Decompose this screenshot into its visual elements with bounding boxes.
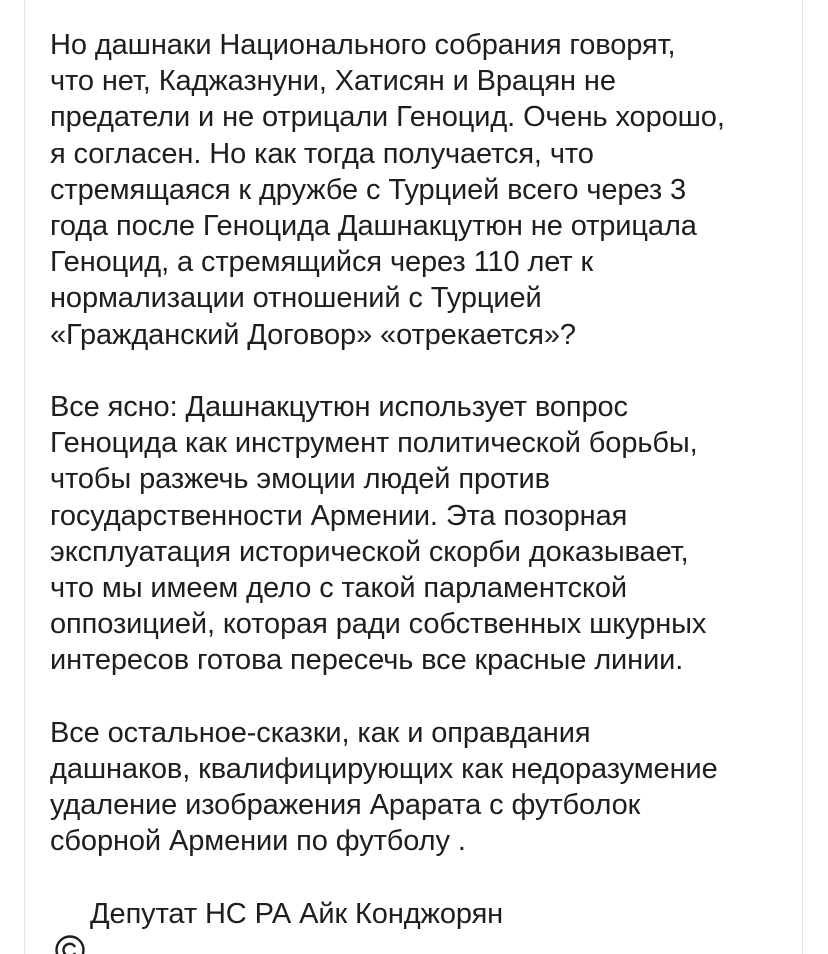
post-signature [50, 896, 790, 932]
copyright-icon [54, 898, 86, 930]
post-paragraph-3: Все остальное-сказки, как и оправдания дашнаков, квалифицирующих как недоразумение удаление изображения Арарата с футболок сборной Армении по футболу . [50, 716, 718, 858]
signature-text: Депутат НС РА Айк Конджорян [90, 897, 504, 930]
post-paragraph-1: Но дашнаки Национального собрания говорят, что нет, Каджазнуни, Хатисян и Врацян не предатели и не отрицали Геноцид. Очень хорошо, я согласен. Но как тогда получается, что стремящаяся к дружбе с Турцией всего через 3 года после Геноцида Дашнакцутюн не отрицала Геноцид, а стремящийся через 110 лет к нормализации отношений с Турцией «Гражданский Договор» «отрекается»? [50, 29, 725, 351]
post-body [50, 27, 790, 932]
post-card [24, 0, 803, 954]
post-paragraph-2: Все ясно: Дашнакцутюн использует вопрос Геноцида как инструмент политической борьбы, чтобы разжечь эмоции людей против государственности Армении. Эта позорная эксплуатация исторической скорби доказывает, что мы имеем дело с такой парламентской оппозицией, которая ради собственных шкурных интересов готова пересечь все красные линии. [50, 391, 707, 677]
